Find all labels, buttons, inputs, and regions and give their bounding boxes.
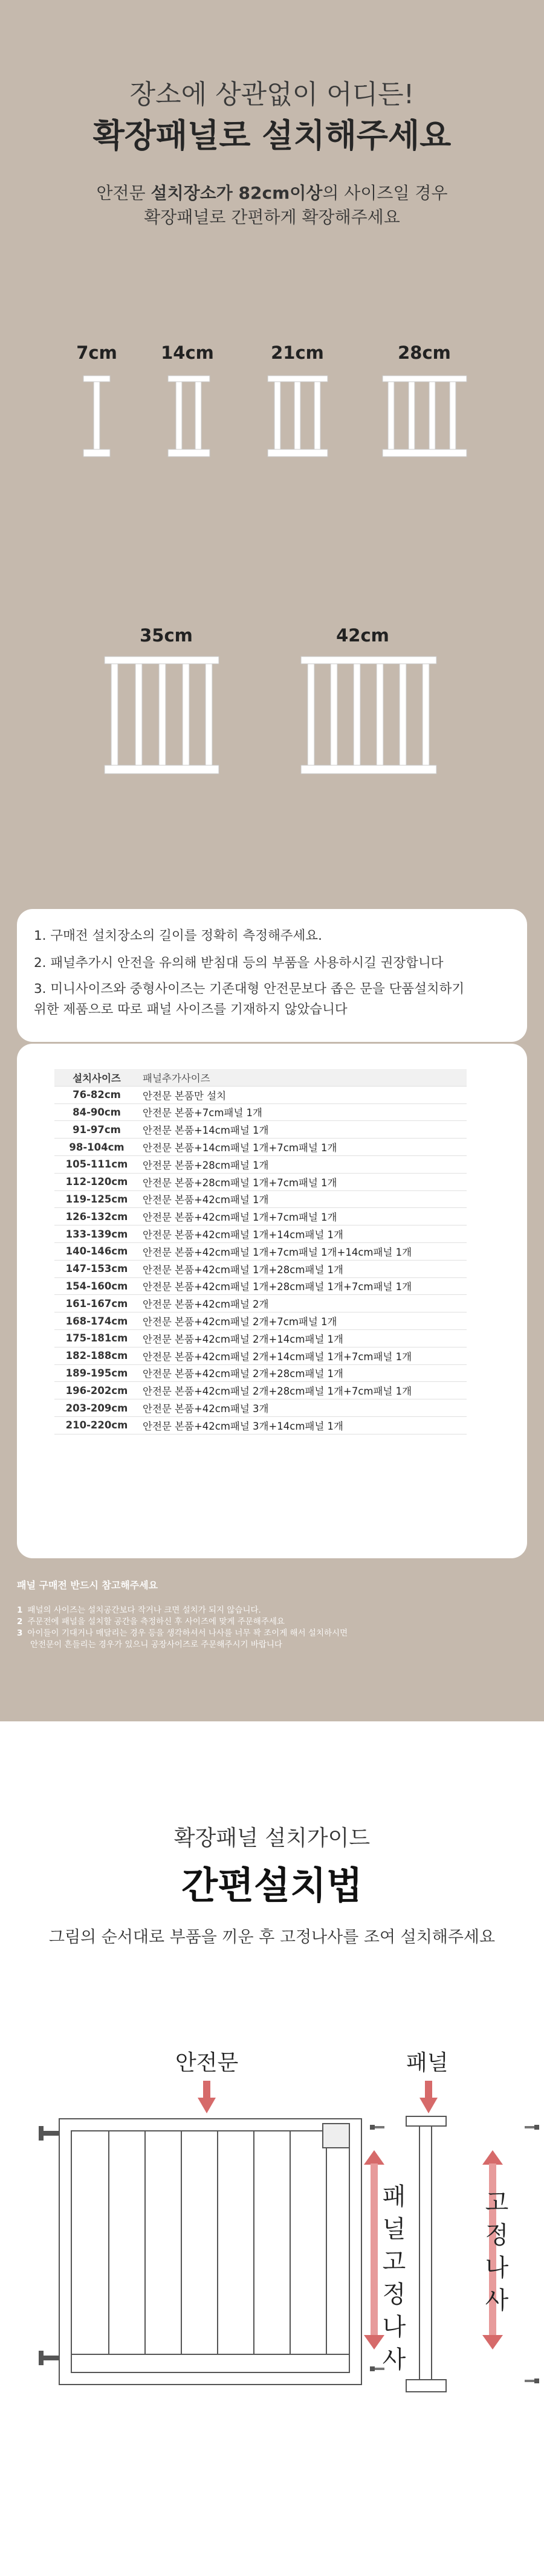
panel-28cm-image [381, 374, 468, 459]
intro-line-3: 안전문 설치장소가 82cm이상의 사이즈일 경우 [96, 183, 448, 203]
table-row [54, 1329, 467, 1347]
vertical-char: 패 [382, 2183, 406, 2211]
panel-label-7cm: 7cm [76, 342, 117, 363]
table-cell-panel: 안전문 본품+42cm패널 1개+7cm패널 1개 [139, 1208, 467, 1225]
table-row [54, 1347, 467, 1364]
panel-label-42cm: 42cm [336, 625, 389, 646]
notes-box [17, 909, 527, 1042]
table-cell-panel: 안전문 본품만 설치 [139, 1086, 467, 1103]
table-row [54, 1416, 467, 1434]
table-cell-size: 76-82cm [54, 1086, 139, 1103]
panel-21cm-image [266, 374, 329, 459]
table-cell-size: 161-167cm [54, 1295, 139, 1312]
vertical-char: 사 [485, 2287, 509, 2314]
panel-label-28cm: 28cm [398, 342, 451, 363]
table-cell-panel: 안전문 본품+42cm패널 1개+14cm패널 1개 [139, 1225, 467, 1243]
table-cell-size: 140-146cm [54, 1242, 139, 1260]
table-cell-size: 126-132cm [54, 1208, 139, 1225]
table-header-row [54, 1069, 467, 1086]
vertical-label-panel-screw [381, 2180, 407, 2376]
warning-item [17, 1628, 527, 1639]
table-cell-panel: 안전문 본품+42cm패널 3개+14cm패널 1개 [139, 1416, 467, 1434]
table-row [54, 1155, 467, 1173]
note-1: 1. 구매전 설치장소의 길이를 정확히 측정해주세요. [34, 928, 322, 943]
panel-bolt-bottom-icon [525, 2377, 539, 2385]
size-table-box [17, 1044, 527, 1558]
warning-item-text: 안전문이 흔들리는 경우가 있으니 공장사이즈로 주문해주시기 바랍니다 [30, 1640, 282, 1649]
panel-42cm-image [299, 655, 438, 776]
warning-item-text: 주문전에 패널을 설치할 공간을 측정하신 후 사이즈에 맞게 주문해주세요 [27, 1617, 285, 1627]
vertical-char: 널 [382, 2215, 406, 2243]
panel-label-35cm: 35cm [140, 625, 193, 646]
panel-label-14cm: 14cm [161, 342, 214, 363]
table-cell-size: 133-139cm [54, 1225, 139, 1243]
table-cell-panel: 안전문 본품+28cm패널 1개 [139, 1155, 467, 1173]
table-row [54, 1364, 467, 1382]
table-row [54, 1277, 467, 1295]
note-2: 2. 패널추가시 안전을 유의해 받침대 등의 부품을 사용하시길 권장합니다 [34, 956, 444, 971]
table-cell-panel: 안전문 본품+42cm패널 2개+7cm패널 1개 [139, 1312, 467, 1330]
vertical-label-fix-screw [484, 2186, 510, 2317]
table-cell-size: 105-111cm [54, 1155, 139, 1173]
table-row [54, 1312, 467, 1330]
warning-item [17, 1639, 527, 1651]
label-gate: 안전문 [175, 2051, 239, 2075]
guide-description: 그림의 순서대로 부품을 끼운 후 고정나사를 조여 설치해주세요 [48, 1928, 496, 1947]
note-3: 3. 미니사이즈와 중형사이즈는 기존대형 안전문보다 좁은 문을 단품설치하기 [34, 981, 465, 997]
note-3-cont: 위한 제품으로 따로 패널 사이즈를 기재하지 않았습니다 [34, 1002, 348, 1017]
panel-35cm-image [103, 655, 221, 776]
vertical-char: 정 [485, 2221, 509, 2249]
table-cell-panel: 안전문 본품+42cm패널 1개+28cm패널 1개+7cm패널 1개 [139, 1277, 467, 1295]
warning-item [17, 1616, 527, 1628]
table-cell-panel: 안전문 본품+42cm패널 2개+28cm패널 1개+7cm패널 1개 [139, 1382, 467, 1399]
warning-section [17, 1578, 527, 1651]
table-row [54, 1139, 467, 1156]
table-header-panel: 패널추가사이즈 [139, 1069, 467, 1086]
table-cell-size: 189-195cm [54, 1364, 139, 1382]
panel-bolt-top-icon [525, 2123, 539, 2131]
guide-subtitle: 확장패널 설치가이드 [173, 1826, 371, 1851]
table-cell-panel: 안전문 본품+42cm패널 3개 [139, 1399, 467, 1417]
table-row [54, 1208, 467, 1225]
bolt-top-icon [370, 2123, 384, 2131]
table-row [54, 1190, 467, 1208]
table-cell-size: 196-202cm [54, 1382, 139, 1399]
vertical-char: 사 [382, 2346, 406, 2374]
table-cell-size: 147-153cm [54, 1260, 139, 1277]
panel-label-21cm: 21cm [271, 342, 324, 363]
guide-title: 간편설치법 [181, 1863, 363, 1907]
table-cell-size: 84-90cm [54, 1103, 139, 1121]
table-cell-panel: 안전문 본품+42cm패널 2개+14cm패널 1개 [139, 1329, 467, 1347]
intro-line-4: 확장패널로 간편하게 확장해주세요 [144, 207, 400, 227]
vertical-char: 나 [382, 2313, 406, 2341]
table-cell-panel: 안전문 본품+42cm패널 2개+14cm패널 1개+7cm패널 1개 [139, 1347, 467, 1364]
table-cell-size: 154-160cm [54, 1277, 139, 1295]
table-row [54, 1242, 467, 1260]
table-cell-panel: 안전문 본품+42cm패널 2개 [139, 1295, 467, 1312]
table-cell-size: 119-125cm [54, 1190, 139, 1208]
table-cell-panel: 안전문 본품+42cm패널 1개+7cm패널 1개+14cm패널 1개 [139, 1242, 467, 1260]
table-cell-panel: 안전문 본품+42cm패널 2개+28cm패널 1개 [139, 1364, 467, 1382]
table-row [54, 1086, 467, 1103]
table-cell-size: 175-181cm [54, 1329, 139, 1347]
vertical-char: 정 [382, 2281, 406, 2308]
table-cell-panel: 안전문 본품+14cm패널 1개 [139, 1121, 467, 1139]
table-cell-size: 182-188cm [54, 1347, 139, 1364]
panel-14cm-image [166, 374, 212, 459]
panel-7cm-image [82, 374, 112, 459]
table-cell-size: 112-120cm [54, 1173, 139, 1190]
table-cell-panel: 안전문 본품+42cm패널 1개 [139, 1190, 467, 1208]
warning-item-number: 2 [17, 1617, 23, 1627]
warning-item-text: 아이들이 기대거나 매달리는 경우 등을 생각하셔서 나사를 너무 꽉 조이게 해서 설치하시면 [27, 1628, 348, 1638]
table-row [54, 1225, 467, 1243]
table-header-size: 설치사이즈 [54, 1069, 139, 1086]
table-row [54, 1103, 467, 1121]
warning-item-text: 패널의 사이즈는 설치공간보다 작거나 크면 설치가 되지 않습니다. [27, 1605, 261, 1615]
warning-item [17, 1605, 527, 1616]
label-panel: 패널 [406, 2051, 448, 2075]
panel-down-arrow [419, 2081, 438, 2115]
warning-title: 패널 구매전 반드시 참고해주세요 [17, 1579, 158, 1591]
table-row [54, 1399, 467, 1417]
table-cell-size: 91-97cm [54, 1121, 139, 1139]
table-cell-panel: 안전문 본품+7cm패널 1개 [139, 1103, 467, 1121]
table-cell-size: 203-209cm [54, 1399, 139, 1417]
table-cell-size: 210-220cm [54, 1416, 139, 1434]
vertical-char: 고 [382, 2248, 406, 2276]
table-cell-size: 98-104cm [54, 1139, 139, 1156]
table-cell-panel: 안전문 본품+14cm패널 1개+7cm패널 1개 [139, 1139, 467, 1156]
gate-diagram [36, 2108, 375, 2398]
table-row [54, 1173, 467, 1190]
table-row [54, 1260, 467, 1277]
table-cell-size: 168-174cm [54, 1312, 139, 1330]
table-row [54, 1295, 467, 1312]
table-cell-panel: 안전문 본품+42cm패널 1개+28cm패널 1개 [139, 1260, 467, 1277]
vertical-char: 나 [485, 2254, 509, 2282]
warning-item-number: 1 [17, 1605, 23, 1615]
size-table [54, 1069, 467, 1434]
warning-item-number: 3 [17, 1628, 23, 1638]
vertical-char: 고 [485, 2189, 509, 2217]
intro-title: 확장패널로 설치해주세요 [92, 117, 452, 155]
table-cell-panel: 안전문 본품+28cm패널 1개+7cm패널 1개 [139, 1173, 467, 1190]
table-row [54, 1382, 467, 1399]
table-row [54, 1121, 467, 1139]
intro-line-1: 장소에 상관없이 어디든! [129, 79, 415, 110]
